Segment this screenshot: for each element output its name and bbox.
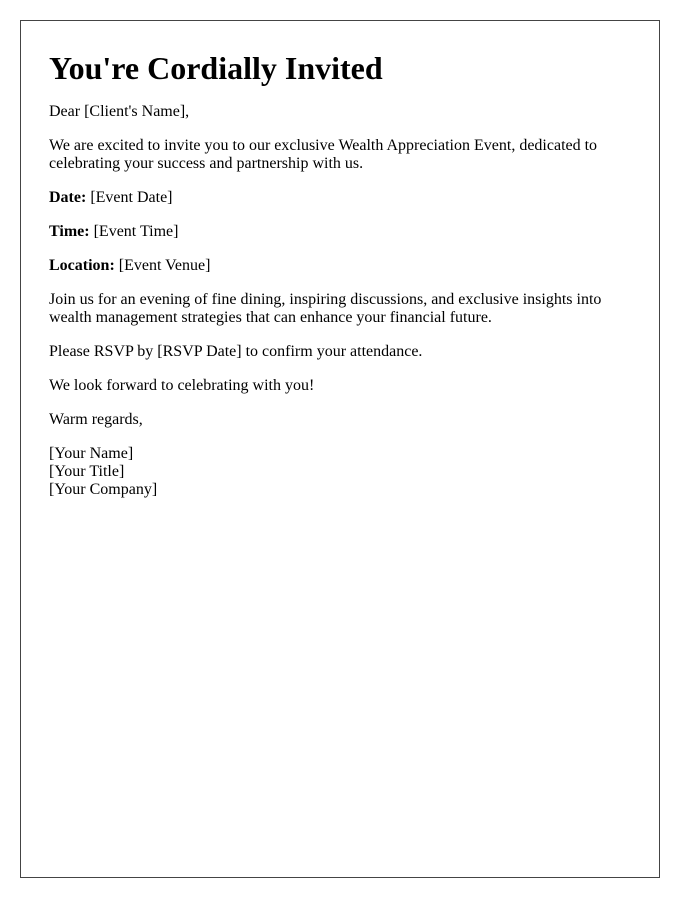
invitation-letter bbox=[20, 20, 660, 878]
event-date-value: [Event Date] bbox=[90, 189, 173, 206]
event-date bbox=[49, 189, 631, 207]
signature-title: [Your Title] bbox=[49, 463, 125, 480]
event-location bbox=[49, 257, 631, 275]
event-time-label: Time: bbox=[49, 223, 90, 240]
rsvp-paragraph: Please RSVP by [RSVP Date] to confirm your attendance. bbox=[49, 343, 423, 360]
greeting: Dear [Client's Name], bbox=[49, 103, 190, 120]
event-date-label: Date: bbox=[49, 189, 87, 206]
event-location-label: Location: bbox=[49, 257, 115, 274]
sign-off: Warm regards, bbox=[49, 411, 143, 428]
event-time-value: [Event Time] bbox=[93, 223, 179, 240]
closing-line: We look forward to celebrating with you! bbox=[49, 377, 315, 394]
event-location-value: [Event Venue] bbox=[118, 257, 211, 274]
body-paragraph: Join us for an evening of fine dining, inspiring discussions, and exclusive insights into wealth management strategies that can enhance your financial future. bbox=[49, 291, 602, 326]
intro-paragraph: We are excited to invite you to our exclusive Wealth Appreciation Event, dedicated to celebrating your success and partnership with us. bbox=[49, 137, 598, 172]
signature-name: [Your Name] bbox=[49, 445, 134, 462]
signature-block bbox=[49, 445, 631, 499]
letter-title: You're Cordially Invited bbox=[49, 50, 383, 86]
event-time bbox=[49, 223, 631, 241]
signature-company: [Your Company] bbox=[49, 481, 158, 498]
